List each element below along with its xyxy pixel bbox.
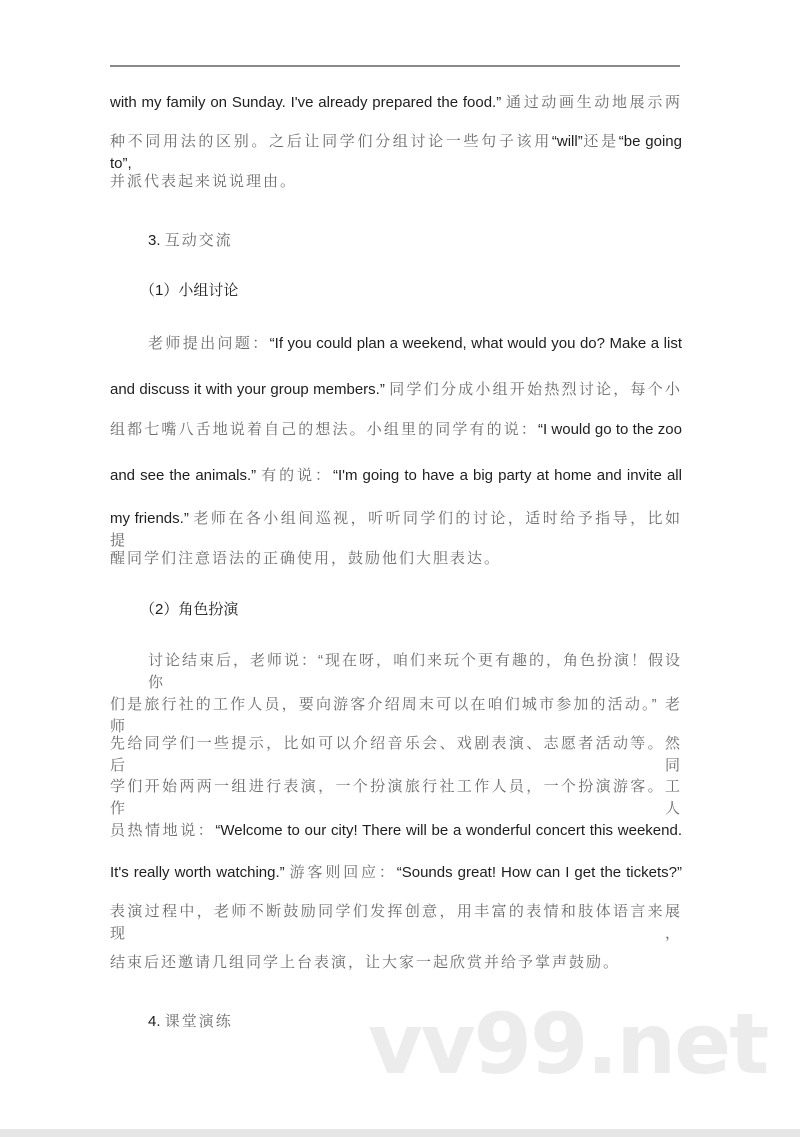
chinese-text: 还是 [582,133,619,150]
chinese-text: 先给同学们一些提示，比如可以介绍音乐会、戏剧表演、志愿者活动等。然后同 [110,735,682,774]
english-text: my friends.” [110,510,194,527]
paragraph-line [110,131,682,172]
paragraph-line [110,952,682,974]
english-text: “be going to”, [110,133,682,172]
section-heading [148,230,682,252]
chinese-text: 同学们分成小组开始热烈讨论，每个小 [389,381,682,398]
paragraph-line [110,465,682,487]
english-text: “I would go to the zoo [537,421,682,438]
chinese-text: 表演过程中，老师不断鼓励同学们发挥创意，用丰富的表情和肢体语言来展现， [110,903,682,942]
header-rule [110,65,680,67]
chinese-text: 组都七嘴八舌地说着自己的想法。小组里的同学有的说： [110,421,538,438]
english-text: （1）小组讨论 [140,282,239,299]
chinese-text: 种不同用法的区别。之后让同学们分组讨论一些句子该用 [110,133,552,150]
chinese-text: 课堂演练 [164,1013,233,1030]
page-bottom-edge [0,1129,800,1137]
chinese-text: 有的说： [261,467,333,484]
chinese-text: 员热情地说： [110,822,216,839]
paragraph-line [110,92,682,114]
chinese-text: 醒同学们注意语法的正确使用，鼓励他们大胆表达。 [110,550,502,567]
chinese-text: 老师在各小组间巡视，听听同学们的讨论，适时给予指导，比如提 [110,510,682,549]
paragraph-line [110,901,682,942]
english-text: 3. [148,232,165,249]
english-text: It's really worth watching.” [110,864,290,881]
chinese-text: 游客则回应： [289,864,397,881]
english-text: （2）角色扮演 [140,601,239,618]
paragraph-line [110,379,682,401]
paragraph-line [110,820,682,842]
english-text: “Sounds great! How can I get the tickets?” [396,864,682,881]
subsection-heading [140,599,682,621]
chinese-text: 结束后还邀请几组同学上台表演，让大家一起欣赏并给予掌声鼓励。 [110,954,621,971]
paragraph-line [110,171,682,193]
paragraph-line [110,694,682,735]
english-text: 4. [148,1013,165,1030]
chinese-text: 学们开始两两一组进行表演，一个扮演旅行社工作人员，一个扮演游客。工作人 [110,778,682,817]
paragraph-line [110,508,682,549]
chinese-text: 并派代表起来说说理由。 [110,173,298,190]
english-text: and see the animals.” [110,467,262,484]
paragraph-line [110,862,682,884]
chinese-text: 讨论结束后，老师说：“现在呀，咱们来玩个更有趣的，角色扮演！假设你 [148,652,682,691]
subsection-heading [140,280,682,302]
paragraph-line [110,776,682,817]
chinese-text: 们是旅行社的工作人员，要向游客介绍周末可以在咱们城市参加的活动。” 老师 [110,696,682,735]
chinese-text: 老师提出问题： [148,335,270,352]
english-text: “I'm going to have a big party at home and invite all [332,467,682,484]
chinese-text: 互动交流 [164,232,233,249]
chinese-text: 通过动画生动地展示两 [506,94,682,111]
english-text: and discuss it with your group members.” [110,381,390,398]
watermark: vv99.net [368,995,768,1093]
paragraph-line [110,733,682,774]
english-text: “Welcome to our city! There will be a wonderful concert this weekend. [215,822,682,839]
paragraph-line [148,650,682,691]
english-text: “will” [551,133,583,150]
english-text: with my family on Sunday. I've already prepared the food.” [110,94,507,111]
english-text: “If you could plan a weekend, what would you do? Make a list [269,335,682,352]
paragraph-line [110,419,682,441]
paragraph-line [148,333,682,355]
paragraph-line [110,548,682,570]
